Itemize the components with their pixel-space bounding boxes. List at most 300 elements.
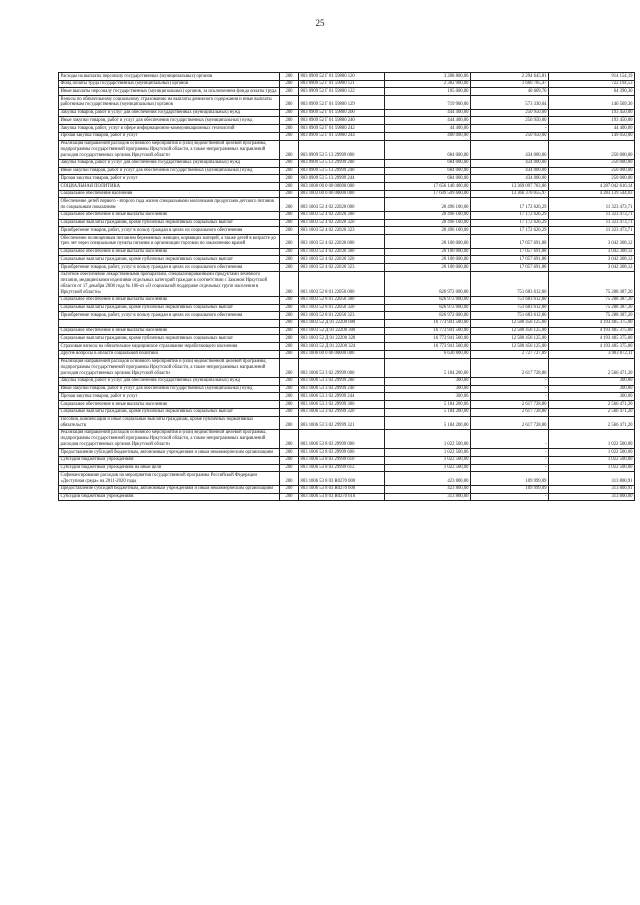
approved-amount-cell: 5 184 200,00 <box>385 358 471 377</box>
table-row <box>59 401 635 409</box>
line-code-cell: 200 <box>280 73 299 81</box>
table-row <box>59 429 635 448</box>
executed-amount-cell: 751 683 612,80 <box>471 271 549 296</box>
executed-amount-cell: - <box>471 429 549 448</box>
classification-code-cell: 803 0909 52 Г 01 59800 240 <box>299 117 385 125</box>
unexecuted-amount-cell: 4 193 485 375,00 <box>549 319 635 327</box>
line-code-cell: 200 <box>280 80 299 88</box>
table-row <box>59 117 635 125</box>
table-row <box>59 96 635 109</box>
classification-code-cell: 803 1006 00 0 00 00000 000 <box>299 350 385 358</box>
classification-code-cell: 803 0909 52 Г 01 59800 244 <box>299 132 385 140</box>
line-code-cell: 200 <box>280 190 299 198</box>
table-row <box>59 198 635 211</box>
unexecuted-amount-cell: 4 283 139 544,03 <box>549 190 635 198</box>
line-code-cell: 200 <box>280 248 299 256</box>
classification-code-cell: 803 0909 53 5 13 29999 244 <box>299 175 385 183</box>
table-row <box>59 183 635 191</box>
line-code-cell: 200 <box>280 319 299 327</box>
table-row <box>59 456 635 464</box>
classification-code-cell: 803 1003 52 Д 01 22200 320 <box>299 335 385 343</box>
unexecuted-amount-cell: 193 450,00 <box>549 109 635 117</box>
classification-code-cell: 803 1006 53 3 02 29999 240 <box>299 385 385 393</box>
row-name-cell: Предоставление субсидий бюджетным, автономным учреждениям и иным некоммерческим организациям <box>59 449 280 457</box>
line-code-cell: 200 <box>280 343 299 351</box>
executed-amount-cell: 12 580 456 125,00 <box>471 343 549 351</box>
line-code-cell: 200 <box>280 175 299 183</box>
row-name-cell: Фонд оплаты труда государственных (муниципальных) органов <box>59 80 280 88</box>
classification-code-cell: 803 1003 52 4 02 22020 323 <box>299 227 385 235</box>
line-code-cell: 200 <box>280 271 299 296</box>
classification-code-cell: 803 1003 00 0 00 00000 000 <box>299 190 385 198</box>
row-name-cell: Пособия, компенсации и иные социальные выплаты гражданам, кроме публичных нормативных обязательств <box>59 416 280 429</box>
executed-amount-cell: 12 580 456 125,00 <box>471 335 549 343</box>
row-name-cell: Льготное обеспечение лекарственными препаратами, специализированными продуктами лечебного питания, медицинскими изделиями отдельных категорий граждан в соответствии с Законом Иркутской области от 17 декабря 2008 года № 106-оз «О социальной поддержке отдельных групп населения в Иркутской области» <box>59 271 280 296</box>
approved-amount-cell: 444 400,00 <box>385 109 471 117</box>
table-row <box>59 312 635 320</box>
approved-amount-cell: 684 000,00 <box>385 175 471 183</box>
row-name-cell: Закупка товаров, работ и услуг для обеспечения государственных (муниципальных) нужд <box>59 159 280 167</box>
row-name-cell: Социальные выплаты гражданам, кроме публичных нормативных социальных выплат <box>59 219 280 227</box>
line-code-cell: 200 <box>280 96 299 109</box>
classification-code-cell: 803 1000 00 0 00 00000 000 <box>299 183 385 191</box>
executed-amount-cell: 17 057 691,88 <box>471 256 549 264</box>
classification-code-cell: 803 1003 52 Д 01 22200 000 <box>299 319 385 327</box>
unexecuted-amount-cell: 4 193 485 375,00 <box>549 343 635 351</box>
row-name-cell: Иные закупки товаров, работ и услуг для обеспечения государственных (муниципальных) нужд <box>59 167 280 175</box>
executed-amount-cell: 573 330,64 <box>471 96 549 109</box>
approved-amount-cell: 105 000,00 <box>385 88 471 96</box>
line-code-cell: 200 <box>280 183 299 191</box>
line-code-cell: 200 <box>280 493 299 501</box>
executed-amount-cell: 17 057 691,88 <box>471 235 549 248</box>
approved-amount-cell: 719 900,00 <box>385 96 471 109</box>
unexecuted-amount-cell: 11 323 473,71 <box>549 219 635 227</box>
executed-amount-cell: 751 683 612,80 <box>471 296 549 304</box>
table-row <box>59 472 635 485</box>
executed-amount-cell: - <box>471 464 549 472</box>
executed-amount-cell: 109 999,09 <box>471 472 549 485</box>
row-name-cell: Взносы по обязательному социальному страхованию на выплаты денежного содержания и иные выплаты работникам государственных (муниципальных) органов <box>59 96 280 109</box>
unexecuted-amount-cell: 3 903 072,11 <box>549 350 635 358</box>
classification-code-cell: 803 1003 52 8 01 22050 320 <box>299 304 385 312</box>
table-row <box>59 264 635 272</box>
unexecuted-amount-cell: 300,00 <box>549 385 635 393</box>
row-name-cell <box>59 319 280 327</box>
table-row <box>59 416 635 429</box>
executed-amount-cell: 40 609,70 <box>471 88 549 96</box>
line-code-cell: 200 <box>280 125 299 133</box>
unexecuted-amount-cell: 64 390,30 <box>549 88 635 96</box>
unexecuted-amount-cell: 3 042 308,12 <box>549 264 635 272</box>
unexecuted-amount-cell: 75 288 387,20 <box>549 304 635 312</box>
line-code-cell: 200 <box>280 109 299 117</box>
approved-amount-cell: 423 800,00 <box>385 472 471 485</box>
table-row <box>59 211 635 219</box>
approved-amount-cell: 1 022 500,00 <box>385 429 471 448</box>
row-name-cell: Закупка товаров, работ и услуг для обеспечения государственных (муниципальных) нужд <box>59 109 280 117</box>
line-code-cell: 200 <box>280 350 299 358</box>
executed-amount-cell: 751 683 612,80 <box>471 312 549 320</box>
row-name-cell: Реализация направлений расходов основного мероприятия и (или) ведомственной целевой программы, подпрограммы государственной программы Иркутской области, а также непрограммных направлений расходов государственных органов Иркутской области <box>59 429 280 448</box>
row-name-cell: Субсидии бюджетным учреждениям <box>59 456 280 464</box>
row-name-cell: Обеспечение полноценным питанием беременных женщин, кормящих матерей, а также детей в возрасте до трех лет через специальные пункты питания и организации торговли по заключению врачей <box>59 235 280 248</box>
unexecuted-amount-cell: 75 288 387,20 <box>549 271 635 296</box>
unexecuted-amount-cell: 250 000,00 <box>549 140 635 159</box>
unexecuted-amount-cell: 44 400,00 <box>549 125 635 133</box>
table-row <box>59 175 635 183</box>
table-row <box>59 350 635 358</box>
row-name-cell: Социальные выплаты гражданам, кроме публичных нормативных социальных выплат <box>59 408 280 416</box>
row-name-cell: Социальные выплаты гражданам, кроме публичных нормативных социальных выплат <box>59 304 280 312</box>
executed-amount-cell: - <box>471 456 549 464</box>
approved-amount-cell: 1 022 500,00 <box>385 449 471 457</box>
table-row <box>59 271 635 296</box>
row-name-cell: Закупка товаров, работ и услуг для обеспечения государственных (муниципальных) нужд <box>59 377 280 385</box>
line-code-cell: 200 <box>280 198 299 211</box>
unexecuted-amount-cell: 11 323 473,71 <box>549 227 635 235</box>
executed-amount-cell: 434 000,00 <box>471 140 549 159</box>
unexecuted-amount-cell: 300,00 <box>549 393 635 401</box>
row-name-cell: Другие вопросы в области социальной политики <box>59 350 280 358</box>
line-code-cell: 200 <box>280 256 299 264</box>
row-name-cell: Прочая закупка товаров, работ и услуг <box>59 175 280 183</box>
executed-amount-cell: - <box>471 385 549 393</box>
table-row <box>59 358 635 377</box>
budget-table-body <box>59 73 635 501</box>
row-name-cell: Иные закупки товаров, работ и услуг для обеспечения государственных (муниципальных) нужд <box>59 117 280 125</box>
budget-execution-table <box>58 72 635 501</box>
row-name-cell: Приобретение товаров, работ, услуг в пользу граждан в целях их социального обеспечения <box>59 227 280 235</box>
classification-code-cell: 803 0909 52 Г 01 59800 120 <box>299 73 385 81</box>
executed-amount-cell: 109 999,09 <box>471 485 549 493</box>
approved-amount-cell: 826 972 000,00 <box>385 304 471 312</box>
approved-amount-cell: 826 972 000,00 <box>385 296 471 304</box>
table-row <box>59 319 635 327</box>
approved-amount-cell: 28 496 100,00 <box>385 198 471 211</box>
line-code-cell: 200 <box>280 472 299 485</box>
row-name-cell: Предоставление субсидий бюджетным, автономным учреждениям и иным некоммерческим организациям <box>59 485 280 493</box>
classification-code-cell: 803 0909 52 Г 01 59800 242 <box>299 125 385 133</box>
approved-amount-cell: 28 496 100,00 <box>385 227 471 235</box>
executed-amount-cell: - <box>471 449 549 457</box>
executed-amount-cell: - <box>471 125 549 133</box>
table-row <box>59 159 635 167</box>
table-row <box>59 235 635 248</box>
row-name-cell: Социальное обеспечение и иные выплаты населению <box>59 327 280 335</box>
row-name-cell: Реализация направлений расходов основного мероприятия и (или) ведомственной целевой программы, подпрограммы государственной программы Иркутской области, а также непрограммных направлений расходов государственных органов Иркутской области <box>59 140 280 159</box>
row-name-cell: Социальные выплаты гражданам, кроме публичных нормативных социальных выплат <box>59 256 280 264</box>
row-name-cell: Реализация направлений расходов основного мероприятия и (или) ведомственной целевой программы, подпрограммы государственной программы Иркутской области, а также непрограммных направлений расходов государственных органов Иркутской области <box>59 358 280 377</box>
line-code-cell: 200 <box>280 408 299 416</box>
unexecuted-amount-cell: 75 288 387,20 <box>549 312 635 320</box>
classification-code-cell: 803 1006 53 8 03 29999 600 <box>299 449 385 457</box>
unexecuted-amount-cell: 250 000,00 <box>549 159 635 167</box>
unexecuted-amount-cell: 300,00 <box>549 377 635 385</box>
classification-code-cell: 803 1003 52 Д 01 22200 300 <box>299 327 385 335</box>
classification-code-cell: 803 1003 52 4 02 22030 323 <box>299 264 385 272</box>
executed-amount-cell: 250 950,00 <box>471 109 549 117</box>
executed-amount-cell: 2 617 728,80 <box>471 401 549 409</box>
approved-amount-cell: 5 184 200,00 <box>385 408 471 416</box>
approved-amount-cell: 17 649 509 600,00 <box>385 190 471 198</box>
approved-amount-cell: 16 773 941 500,00 <box>385 335 471 343</box>
classification-code-cell: 803 1003 52 4 02 22030 320 <box>299 256 385 264</box>
row-name-cell: Субсидии бюджетным учреждениям на иные цели <box>59 464 280 472</box>
approved-amount-cell: 684 000,00 <box>385 159 471 167</box>
table-row <box>59 219 635 227</box>
line-code-cell: 200 <box>280 312 299 320</box>
line-code-cell: 200 <box>280 377 299 385</box>
executed-amount-cell: 751 683 612,80 <box>471 304 549 312</box>
line-code-cell: 200 <box>280 219 299 227</box>
unexecuted-amount-cell: 1 022 500,00 <box>549 429 635 448</box>
classification-code-cell: 803 1006 53 3 02 29999 000 <box>299 358 385 377</box>
approved-amount-cell: 300,00 <box>385 377 471 385</box>
unexecuted-amount-cell: 193 450,00 <box>549 117 635 125</box>
row-name-cell: Закупка товаров, работ, услуг в сфере информационно-коммуникационных технологий <box>59 125 280 133</box>
row-name-cell: Расходы на выплаты персоналу государственных (муниципальных) органов <box>59 73 280 81</box>
unexecuted-amount-cell: 1 022 500,00 <box>549 449 635 457</box>
table-row <box>59 393 635 401</box>
table-row <box>59 88 635 96</box>
table-row <box>59 304 635 312</box>
table-row <box>59 296 635 304</box>
unexecuted-amount-cell: 4 287 042 616,14 <box>549 183 635 191</box>
table-row <box>59 248 635 256</box>
approved-amount-cell: 3 208 800,00 <box>385 73 471 81</box>
unexecuted-amount-cell: 914 154,19 <box>549 73 635 81</box>
row-name-cell: Приобретение товаров, работ, услуг в пользу граждан в целях их социального обеспечения <box>59 312 280 320</box>
row-name-cell: Приобретение товаров, работ, услуг в пользу граждан в целях их социального обеспечения <box>59 264 280 272</box>
table-row <box>59 167 635 175</box>
classification-code-cell: 803 1003 52 4 02 22020 300 <box>299 211 385 219</box>
executed-amount-cell: 17 172 626,29 <box>471 227 549 235</box>
row-name-cell: Социальное обеспечение и иные выплаты населению <box>59 401 280 409</box>
approved-amount-cell: 1 022 500,00 <box>385 464 471 472</box>
classification-code-cell: 803 1003 52 4 02 22020 000 <box>299 198 385 211</box>
line-code-cell: 200 <box>280 159 299 167</box>
executed-amount-cell: 2 727 727,89 <box>471 350 549 358</box>
line-code-cell: 200 <box>280 401 299 409</box>
classification-code-cell: 803 0909 52 Г 01 59800 129 <box>299 96 385 109</box>
classification-code-cell: 803 1006 53 8 03 R0270 600 <box>299 485 385 493</box>
classification-code-cell: 803 1003 52 4 02 22030 000 <box>299 235 385 248</box>
line-code-cell: 200 <box>280 296 299 304</box>
unexecuted-amount-cell: 313 800,00 <box>549 493 635 501</box>
row-name-cell: Субсидии бюджетным учреждениям <box>59 493 280 501</box>
table-row <box>59 327 635 335</box>
executed-amount-cell: 1 660 705,47 <box>471 80 549 88</box>
unexecuted-amount-cell: 75 288 387,20 <box>549 296 635 304</box>
table-row <box>59 385 635 393</box>
approved-amount-cell: 20 100 000,00 <box>385 248 471 256</box>
line-code-cell: 200 <box>280 304 299 312</box>
executed-amount-cell: 17 057 691,88 <box>471 248 549 256</box>
row-name-cell: Страховые взносы на обязательное медицинское страхование неработающего населения <box>59 343 280 351</box>
row-name-cell: Софинансирование расходов на мероприятия государственной программы Российской Федерации «Доступная среда» на 2011-2020 годы <box>59 472 280 485</box>
approved-amount-cell: 5 184 200,00 <box>385 401 471 409</box>
line-code-cell: 200 <box>280 464 299 472</box>
executed-amount-cell: - <box>471 377 549 385</box>
table-row <box>59 449 635 457</box>
approved-amount-cell: 300,00 <box>385 385 471 393</box>
approved-amount-cell: 400 000,00 <box>385 132 471 140</box>
executed-amount-cell: 12 580 456 125,00 <box>471 319 549 327</box>
classification-code-cell: 803 1006 53 8 03 R0270 000 <box>299 472 385 485</box>
unexecuted-amount-cell: 250 000,00 <box>549 167 635 175</box>
classification-code-cell: 803 0909 53 5 13 29999 240 <box>299 167 385 175</box>
classification-code-cell: 803 1006 53 8 03 29999 610 <box>299 456 385 464</box>
approved-amount-cell: 826 972 000,00 <box>385 312 471 320</box>
table-row <box>59 464 635 472</box>
table-row <box>59 408 635 416</box>
classification-code-cell: 803 0909 52 Г 01 59800 200 <box>299 109 385 117</box>
approved-amount-cell: 444 400,00 <box>385 117 471 125</box>
classification-code-cell: 803 1003 52 8 01 22050 323 <box>299 312 385 320</box>
unexecuted-amount-cell: 722 194,53 <box>549 80 635 88</box>
table-row <box>59 109 635 117</box>
row-name-cell: Прочая закупка товаров, работ и услуг <box>59 132 280 140</box>
unexecuted-amount-cell: 149 050,00 <box>549 132 635 140</box>
approved-amount-cell: 28 496 100,00 <box>385 211 471 219</box>
row-name-cell: Прочая закупка товаров, работ и услуг <box>59 393 280 401</box>
classification-code-cell: 803 1006 53 3 02 29999 200 <box>299 377 385 385</box>
executed-amount-cell: 12 580 456 125,00 <box>471 327 549 335</box>
table-row <box>59 485 635 493</box>
executed-amount-cell: 17 057 691,88 <box>471 264 549 272</box>
classification-code-cell: 803 0909 52 Г 01 59800 122 <box>299 88 385 96</box>
table-row <box>59 140 635 159</box>
line-code-cell: 200 <box>280 429 299 448</box>
executed-amount-cell: 434 000,00 <box>471 167 549 175</box>
classification-code-cell: 803 1003 52 8 01 22050 000 <box>299 271 385 296</box>
unexecuted-amount-cell: 313 800,91 <box>549 472 635 485</box>
unexecuted-amount-cell: 4 193 485 375,00 <box>549 327 635 335</box>
approved-amount-cell: 16 773 941 500,00 <box>385 319 471 327</box>
approved-amount-cell: 5 184 200,00 <box>385 416 471 429</box>
line-code-cell: 200 <box>280 140 299 159</box>
unexecuted-amount-cell: 1 022 500,00 <box>549 464 635 472</box>
executed-amount-cell: 250 950,00 <box>471 132 549 140</box>
page-number: 25 <box>315 18 325 28</box>
unexecuted-amount-cell: 2 566 471,20 <box>549 358 635 377</box>
approved-amount-cell: 2 382 900,00 <box>385 80 471 88</box>
table-row <box>59 190 635 198</box>
approved-amount-cell: 1 022 500,00 <box>385 456 471 464</box>
classification-code-cell: 803 1006 53 3 02 29999 300 <box>299 401 385 409</box>
line-code-cell: 200 <box>280 227 299 235</box>
line-code-cell: 200 <box>280 235 299 248</box>
unexecuted-amount-cell: 3 042 308,12 <box>549 256 635 264</box>
classification-code-cell: 803 0909 52 Г 01 59800 121 <box>299 80 385 88</box>
unexecuted-amount-cell: 313 800,91 <box>549 485 635 493</box>
approved-amount-cell: 20 100 000,00 <box>385 235 471 248</box>
table-row <box>59 343 635 351</box>
line-code-cell: 200 <box>280 449 299 457</box>
line-code-cell: 200 <box>280 416 299 429</box>
approved-amount-cell: 16 773 941 500,00 <box>385 327 471 335</box>
classification-code-cell: 803 1003 52 8 01 22050 300 <box>299 296 385 304</box>
approved-amount-cell: 6 630 800,00 <box>385 350 471 358</box>
approved-amount-cell: 20 100 000,00 <box>385 264 471 272</box>
unexecuted-amount-cell: 2 566 471,20 <box>549 401 635 409</box>
line-code-cell: 200 <box>280 485 299 493</box>
executed-amount-cell: 434 000,00 <box>471 175 549 183</box>
unexecuted-amount-cell: 1 022 500,00 <box>549 456 635 464</box>
row-name-cell: Социальное обеспечение и иные выплаты населению <box>59 296 280 304</box>
line-code-cell: 200 <box>280 327 299 335</box>
executed-amount-cell: - <box>471 393 549 401</box>
line-code-cell: 200 <box>280 117 299 125</box>
line-code-cell: 200 <box>280 385 299 393</box>
executed-amount-cell: - <box>471 493 549 501</box>
line-code-cell: 200 <box>280 335 299 343</box>
unexecuted-amount-cell: 250 000,00 <box>549 175 635 183</box>
approved-amount-cell: 684 000,00 <box>385 167 471 175</box>
table-row <box>59 132 635 140</box>
classification-code-cell: 803 1006 53 8 03 29999 612 <box>299 464 385 472</box>
approved-amount-cell: 423 800,00 <box>385 485 471 493</box>
table-row <box>59 256 635 264</box>
row-name-cell: Социальное обеспечение и иные выплаты населению <box>59 248 280 256</box>
executed-amount-cell: 17 172 626,29 <box>471 219 549 227</box>
approved-amount-cell: 17 656 140 400,00 <box>385 183 471 191</box>
table-row <box>59 377 635 385</box>
table-row <box>59 335 635 343</box>
row-name-cell: Социальное обеспечение и иные выплаты населению <box>59 211 280 219</box>
unexecuted-amount-cell: 2 566 471,20 <box>549 416 635 429</box>
row-name-cell: Иные выплаты персоналу государственных (муниципальных) органов, за исключением фонда оплаты труда <box>59 88 280 96</box>
row-name-cell: Социальное обеспечение населения <box>59 190 280 198</box>
unexecuted-amount-cell: 2 566 471,20 <box>549 408 635 416</box>
executed-amount-cell: 250 950,00 <box>471 117 549 125</box>
table-row <box>59 80 635 88</box>
line-code-cell: 200 <box>280 456 299 464</box>
executed-amount-cell: 434 000,00 <box>471 159 549 167</box>
approved-amount-cell: 313 800,00 <box>385 493 471 501</box>
executed-amount-cell: 2 294 645,81 <box>471 73 549 81</box>
unexecuted-amount-cell: 11 323 473,71 <box>549 211 635 219</box>
line-code-cell: 200 <box>280 88 299 96</box>
table-row <box>59 73 635 81</box>
executed-amount-cell: 2 617 728,80 <box>471 408 549 416</box>
approved-amount-cell: 684 000,00 <box>385 140 471 159</box>
classification-code-cell: 803 1003 52 Д 01 22200 324 <box>299 343 385 351</box>
executed-amount-cell: 2 617 728,80 <box>471 358 549 377</box>
classification-code-cell: 803 1006 53 3 02 29999 321 <box>299 416 385 429</box>
table-row <box>59 227 635 235</box>
line-code-cell: 200 <box>280 358 299 377</box>
executed-amount-cell: 17 172 626,29 <box>471 198 549 211</box>
row-name-cell: СОЦИАЛЬНАЯ ПОЛИТИКА <box>59 183 280 191</box>
unexecuted-amount-cell: 146 569,36 <box>549 96 635 109</box>
classification-code-cell: 803 1006 53 3 02 29999 320 <box>299 408 385 416</box>
classification-code-cell: 803 1006 53 8 03 R0270 610 <box>299 493 385 501</box>
approved-amount-cell: 20 100 000,00 <box>385 256 471 264</box>
classification-code-cell: 803 1006 53 3 02 29999 244 <box>299 393 385 401</box>
approved-amount-cell: 300,00 <box>385 393 471 401</box>
unexecuted-amount-cell: 3 042 308,12 <box>549 235 635 248</box>
executed-amount-cell: 13 366 370 055,97 <box>471 190 549 198</box>
row-name-cell: Социальные выплаты гражданам, кроме публичных нормативных социальных выплат <box>59 335 280 343</box>
table-row <box>59 493 635 501</box>
line-code-cell: 200 <box>280 393 299 401</box>
row-name-cell: Обеспечение детей первого - второго года жизни специальными молочными продуктами детского питания по социальным показаниям <box>59 198 280 211</box>
classification-code-cell: 803 1003 52 4 02 22020 320 <box>299 219 385 227</box>
executed-amount-cell: 17 172 626,29 <box>471 211 549 219</box>
classification-code-cell: 803 1003 52 4 02 22030 300 <box>299 248 385 256</box>
